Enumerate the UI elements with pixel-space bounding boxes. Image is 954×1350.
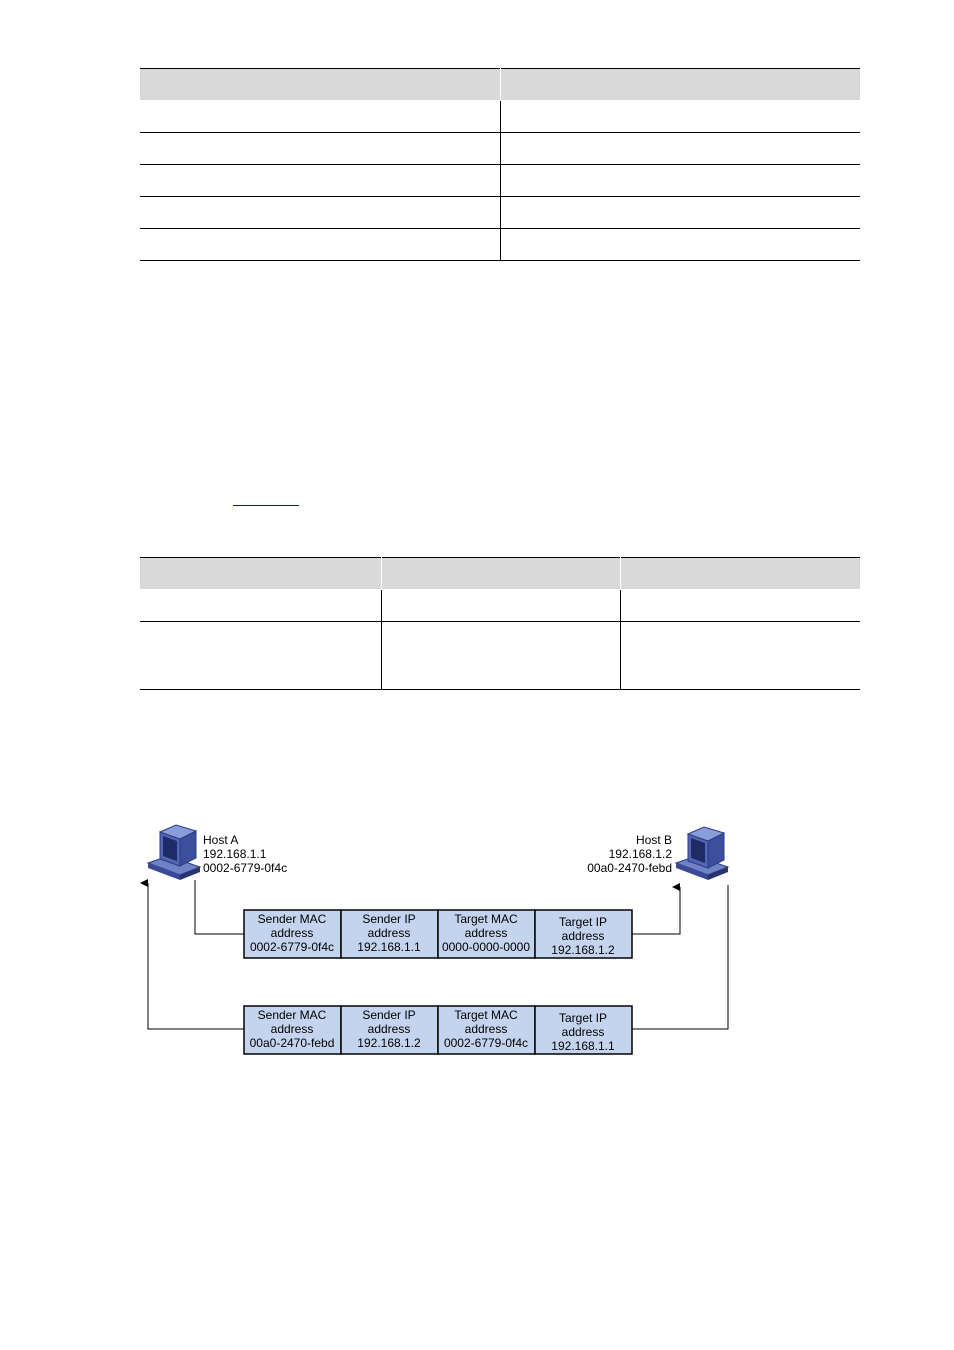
field-label: address (367, 1022, 411, 1036)
arp-request-packet (244, 910, 632, 958)
field-label: Sender MAC (257, 912, 327, 926)
field-label: Target IP (558, 1011, 608, 1025)
host-a-mac: 0002-6779-0f4c (203, 861, 288, 875)
field-value: 192.168.1.1 (357, 940, 421, 954)
field-label: Sender MAC (257, 1008, 327, 1022)
field-label: address (270, 1022, 314, 1036)
field-label: Sender IP (362, 1008, 416, 1022)
field-label: address (561, 1025, 605, 1039)
arp-reply-packet (244, 1006, 632, 1054)
field-value: 192.168.1.2 (551, 943, 615, 957)
field-label: Target IP (558, 915, 608, 929)
field-label: address (561, 929, 605, 943)
host-a-ip: 192.168.1.1 (203, 847, 267, 861)
request-line-from-host-a (195, 880, 244, 934)
host-b-name: Host B (635, 833, 672, 847)
field-value: 00a0-2470-febd (249, 1036, 335, 1050)
field-value: 192.168.1.1 (551, 1039, 615, 1053)
field-value: 0000-0000-0000 (441, 940, 531, 954)
field-value: 0002-6779-0f4c (443, 1036, 529, 1050)
host-b-computer-icon (676, 827, 728, 880)
host-a-name: Host A (203, 833, 239, 847)
field-label: Sender IP (362, 912, 416, 926)
field-label: Target MAC (454, 912, 518, 926)
field-label: address (270, 926, 314, 940)
field-label: address (464, 926, 508, 940)
host-b-mac: 00a0-2470-febd (587, 861, 672, 875)
reply-arrow-to-host-a (148, 883, 244, 1029)
host-b-ip: 192.168.1.2 (608, 847, 672, 861)
field-label: address (367, 926, 411, 940)
field-label: Target MAC (454, 1008, 518, 1022)
request-arrow-to-host-b (632, 887, 680, 934)
host-a-computer-icon (148, 825, 200, 880)
field-label: address (464, 1022, 508, 1036)
field-value: 0002-6779-0f4c (249, 940, 335, 954)
field-value: 192.168.1.2 (357, 1036, 421, 1050)
